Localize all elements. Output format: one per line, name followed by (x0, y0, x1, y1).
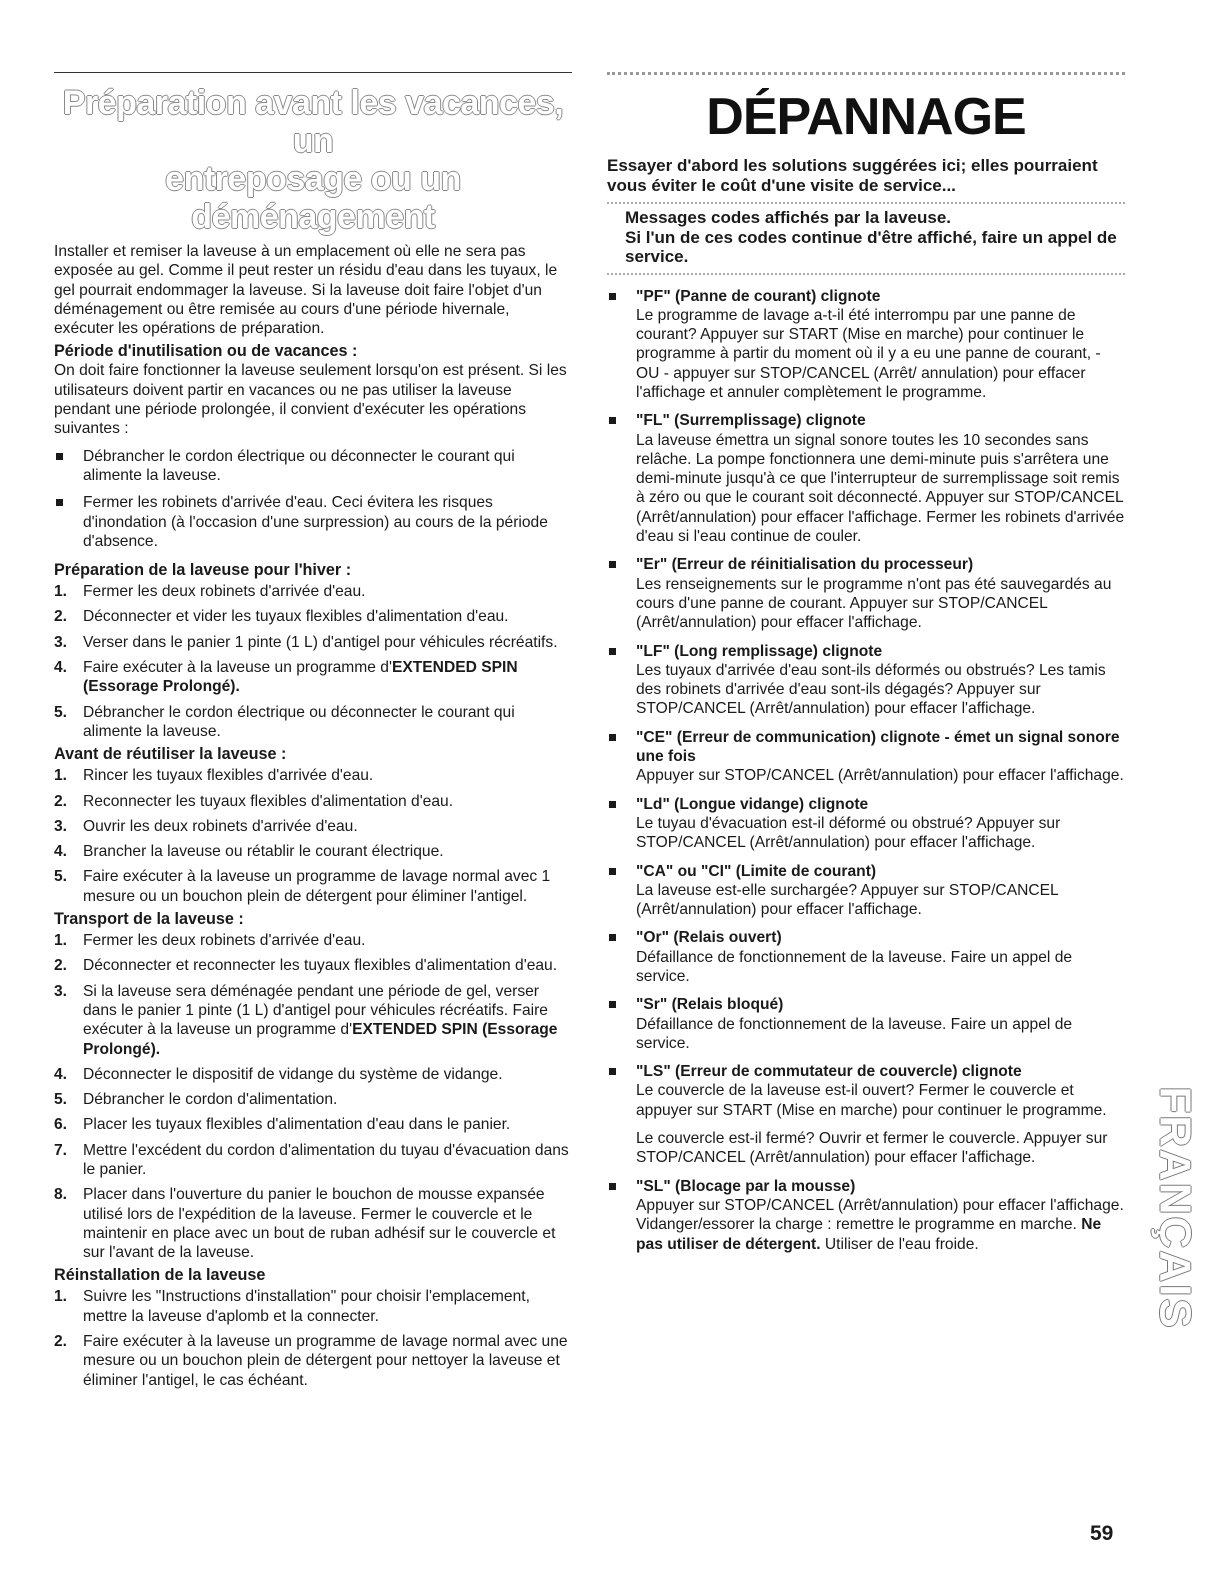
step-number: 3. (54, 817, 68, 835)
error-code-title: "Ld" (Longue vidange) clignote (636, 795, 869, 813)
step-text: Fermer les deux robinets d'arrivée d'eau. (83, 583, 366, 601)
step-number: 7. (54, 1141, 68, 1159)
bullet-text: Fermer les robinets d'arrivée d'eau. Ceci évitera les risques d'inondation (à l'occasion d'une surpression) au cours de la période d'absence. (83, 494, 548, 550)
error-code-text: Les renseignements sur le programme n'ont pas été sauvegardés au cours d'une panne de courant. Appuyer sur STOP/CANCEL (Arrêt/annulation) pour effacer l'affichage. (636, 575, 1112, 632)
step-number: 2. (54, 1333, 68, 1351)
step-text: Débrancher le cordon d'alimentation. (83, 1091, 338, 1109)
winter-steps (54, 582, 572, 741)
bullet-square (609, 1001, 616, 1008)
error-code-title: "Sr" (Relais bloqué) (636, 996, 784, 1014)
error-code-item (607, 287, 1125, 403)
error-code-title: "FL" (Surremplissage) clignote (636, 412, 866, 430)
step-number: 5. (54, 1091, 68, 1109)
error-code-title: "CE" (Erreur de communication) clignote - émet un signal sonore une fois (636, 728, 1120, 766)
bullet-square (609, 648, 616, 655)
step-number: 4. (54, 659, 68, 677)
error-code-text-part: Appuyer sur STOP/CANCEL (Arrêt/annulation) pour effacer l'affichage. Vidanger/essorer la charge : remettre le programme en marche. (636, 1196, 1124, 1234)
bullet-square (609, 934, 616, 941)
reinstall-heading: Réinstallation de la laveuse (54, 1266, 266, 1285)
error-code-item (607, 728, 1125, 786)
step-number: 6. (54, 1116, 68, 1134)
step-text: Rincer les tuyaux flexibles d'arrivée d'eau. (83, 767, 374, 785)
error-code-item (607, 862, 1125, 920)
codes-heading-line1: Messages codes affichés par la laveuse. (625, 208, 952, 227)
bullet-square (609, 293, 616, 300)
bullet-square (609, 1068, 616, 1075)
step-number: 4. (54, 1065, 68, 1083)
list-item (54, 1065, 572, 1084)
step-text: Ouvrir les deux robinets d'arrivée d'eau. (83, 817, 358, 835)
list-item (54, 607, 572, 626)
step-number: 5. (54, 868, 68, 886)
intro-paragraph: Installer et remiser la laveuse à un emplacement où elle ne sera pas exposée au gel. Comme il peut rester un résidu d'eau dans les tuyaux, le gel pourrait endommager la laveuse. Si la laveuse doit faire l'objet d'un déménagement ou être remisée au cours d'une période hivernale, exécuter les opérations de préparation. (54, 243, 558, 338)
step-text: Reconnecter les tuyaux flexibles d'alimentation d'eau. (83, 792, 454, 810)
error-code-title: "LS" (Erreur de commutateur de couvercle) clignote (636, 1063, 1022, 1081)
error-code-item (607, 995, 1125, 1053)
language-side-label-text: FRANÇAIS (1151, 1086, 1201, 1330)
dotted-divider (607, 202, 1125, 204)
step-text: Placer les tuyaux flexibles d'alimentation d'eau dans le panier. (83, 1116, 511, 1134)
step-bold-text: EXTENDED SPIN (Essorage Prolongé). (83, 659, 518, 696)
list-item (54, 1287, 572, 1326)
step-bold-text: EXTENDED SPIN (Essorage Prolongé). (83, 1021, 558, 1058)
error-code-text: Le tuyau d'évacuation est-il déformé ou obstrué? Appuyer sur STOP/CANCEL (Arrêt/annulation) pour effacer l'affichage. (636, 814, 1061, 852)
error-code-bold-text: Ne pas utiliser de détergent. (636, 1216, 1102, 1253)
error-code-text: Le couvercle de la laveuse est-il ouvert? Fermer le couvercle et appuyer sur START (Mise en marche) pour continuer le programme. (636, 1082, 1107, 1119)
error-code-title: "Er" (Erreur de réinitialisation du processeur) (636, 556, 974, 574)
bullet-square (609, 561, 616, 568)
section-title-line2: entreposage ou un déménagement (165, 160, 461, 236)
error-code-item (607, 795, 1125, 853)
list-item (54, 633, 572, 652)
error-code-item (607, 1062, 1125, 1167)
section-title-line1: Préparation avant les vacances, un (62, 84, 564, 160)
vacation-heading: Période d'inutilisation ou de vacances : (54, 342, 358, 361)
error-code-text: Le couvercle est-il fermé? Ouvrir et fermer le couvercle. Appuyer sur STOP/CANCEL (Arrêt/annulation) pour effacer l'affichage. (636, 1130, 1108, 1167)
error-code-title: "LF" (Long remplissage) clignote (636, 642, 883, 660)
error-code-title: "SL" (Blocage par la mousse) (636, 1177, 856, 1195)
list-item (54, 867, 572, 906)
list-item (54, 792, 572, 811)
step-text: Déconnecter le dispositif de vidange du système de vidange. (83, 1065, 503, 1083)
reinstall-steps (54, 1287, 572, 1389)
list-item (54, 703, 572, 742)
step-number: 3. (54, 633, 68, 651)
language-side-label (1151, 1068, 1201, 1348)
list-item (54, 582, 572, 601)
codes-heading (607, 208, 1125, 267)
step-text: Suivre les "Instructions d'installation" pour choisir l'emplacement, mettre la laveuse d'aplomb et la connecter. (83, 1288, 530, 1325)
step-number: 5. (54, 703, 68, 721)
step-number: 1. (54, 767, 68, 785)
error-code-item (607, 411, 1125, 546)
error-code-text: Le programme de lavage a-t-il été interrompu par une panne de courant? Appuyer sur START (Mise en marche) pour continuer le programme à partir du moment où il y a eu une panne de courant, - OU - appuyer sur STOP/CANCEL (Arrêt/ annulation) pour effacer l'affichage et annuler complètement le programme. (636, 306, 1101, 401)
step-text: Verser dans le panier 1 pinte (1 L) d'antigel pour véhicules récréatifs. (83, 633, 558, 651)
step-number: 8. (54, 1186, 68, 1204)
bullet-square (56, 499, 63, 506)
list-item (54, 842, 572, 861)
step-number: 1. (54, 583, 68, 601)
list-item (54, 1115, 572, 1134)
error-code-title: "Or" (Relais ouvert) (636, 929, 782, 947)
bullet-square (56, 453, 63, 460)
transport-steps (54, 931, 572, 1262)
list-item (54, 766, 572, 785)
step-number: 2. (54, 792, 68, 810)
error-code-item (607, 555, 1125, 632)
list-item (54, 817, 572, 836)
vacation-bullet (54, 493, 572, 551)
step-text: Faire exécuter à la laveuse un programme de lavage normal avec 1 mesure ou un bouchon plein de détergent pour éliminer l'antigel. (83, 868, 551, 905)
bullet-square (609, 1183, 616, 1190)
error-code-text: Les tuyaux d'arrivée d'eau sont-ils déformés ou obstrués? Les tamis des robinets d'arrivée d'eau sont-ils dégagés? Appuyer sur STOP/CANCEL (Arrêt/annulation) pour effacer l'affichage. (636, 661, 1106, 718)
list-item (54, 1185, 572, 1262)
section-title-vacation (54, 84, 572, 236)
step-text: Brancher la laveuse ou rétablir le courant électrique. (83, 843, 444, 861)
error-code-title: "PF" (Panne de courant) clignote (636, 287, 881, 305)
step-number: 4. (54, 843, 68, 861)
bullet-square (609, 734, 616, 741)
step-number: 1. (54, 932, 68, 950)
error-code-item (607, 928, 1125, 986)
list-item (54, 956, 572, 975)
error-code-text: Défaillance de fonctionnement de la laveuse. Faire un appel de service. (636, 1015, 1073, 1052)
vacation-text: On doit faire fonctionner la laveuse seulement lorsqu'on est présent. Si les utilisateurs doivent partir en vacances ou ne pas utiliser la laveuse pendant une période prolongée, il convient d'exécuter les opérations suivantes : (54, 362, 567, 438)
step-text: Faire exécuter à la laveuse un programme d' (83, 659, 392, 677)
step-text: Fermer les deux robinets d'arrivée d'eau. (83, 932, 366, 950)
vacation-bullet (54, 447, 572, 486)
dotted-divider (607, 273, 1125, 275)
left-column (54, 72, 572, 1390)
page-number: 59 (1090, 1522, 1114, 1545)
troubleshooting-title: DÉPANNAGE (706, 88, 1026, 146)
list-item (54, 1141, 572, 1180)
error-code-item (607, 1177, 1125, 1254)
codes-heading-line2: Si l'un de ces codes continue d'être affiché, faire un appel de service. (625, 227, 1117, 266)
error-code-title: "CA" ou "CI" (Limite de courant) (636, 862, 877, 880)
error-code-text: Appuyer sur STOP/CANCEL (Arrêt/annulation) pour effacer l'affichage. (636, 767, 1124, 785)
step-number: 3. (54, 982, 68, 1000)
transport-heading: Transport de la laveuse : (54, 910, 244, 929)
list-item (54, 1332, 572, 1390)
try-first-note: Essayer d'abord les solutions suggérées ici; elles pourraient vous éviter le coût d'une visite de service... (607, 156, 1098, 195)
bullet-square (609, 868, 616, 875)
list-item (54, 1090, 572, 1109)
step-text: Placer dans l'ouverture du panier le bouchon de mousse expansée utilisé lors de l'expédition de la laveuse. Fermer le couvercle et le maintenir en place avec un bout de ruban adhésif sur le couvercle et sur l'avant de la laveuse. (83, 1186, 556, 1262)
step-text: Si la laveuse sera déménagée pendant une période de gel, verser dans le panier 1 pinte (1 L) d'antigel pour véhicules récréatifs. Faire exécuter à la laveuse un programme d' (83, 982, 548, 1039)
right-column (607, 72, 1125, 1254)
error-code-text: Défaillance de fonctionnement de la laveuse. Faire un appel de service. (636, 948, 1073, 985)
list-item (54, 658, 572, 697)
error-code-text (636, 1196, 1125, 1254)
step-number: 2. (54, 608, 68, 626)
reuse-heading: Avant de réutiliser la laveuse : (54, 745, 287, 764)
error-code-text-part: Utiliser de l'eau froide. (824, 1235, 979, 1253)
step-text: Mettre l'excédent du cordon d'alimentation du tuyau d'évacuation dans le panier. (83, 1141, 569, 1178)
error-code-text: La laveuse émettra un signal sonore toutes les 10 secondes sans relâche. La pompe fonctionnera une demi-minute puis s'arrêtera une demi-minute jusqu'à ce que l'interrupteur de surremplissage soit remis à zéro ou que le courant soit déconnecté. Appuyer sur STOP/CANCEL (Arrêt/annulation) pour effacer l'affichage. Fermer les robinets d'arrivée d'eau si l'eau continue de couler. (636, 431, 1125, 546)
winter-heading: Préparation de la laveuse pour l'hiver : (54, 561, 352, 580)
bullet-text: Débrancher le cordon électrique ou déconnecter le courant qui alimente la laveuse. (83, 447, 515, 484)
step-text: Faire exécuter à la laveuse un programme de lavage normal avec une mesure ou un bouchon plein de détergent pour nettoyer la laveuse et éliminer l'antigel, le cas échéant. (83, 1333, 568, 1389)
bullet-square (609, 417, 616, 424)
list-item (54, 931, 572, 950)
step-text: Déconnecter et reconnecter les tuyaux flexibles d'alimentation d'eau. (83, 957, 558, 975)
bullet-square (609, 801, 616, 808)
error-code-text: La laveuse est-elle surchargée? Appuyer sur STOP/CANCEL (Arrêt/annulation) pour effacer l'affichage. (636, 881, 1059, 919)
step-text: Déconnecter et vider les tuyaux flexibles d'alimentation d'eau. (83, 608, 509, 626)
step-number: 2. (54, 957, 68, 975)
step-text: Débrancher le cordon électrique ou déconnecter le courant qui alimente la laveuse. (83, 703, 515, 740)
list-item (54, 982, 572, 1059)
error-code-item (607, 642, 1125, 719)
reuse-steps (54, 766, 572, 906)
step-number: 1. (54, 1288, 68, 1306)
